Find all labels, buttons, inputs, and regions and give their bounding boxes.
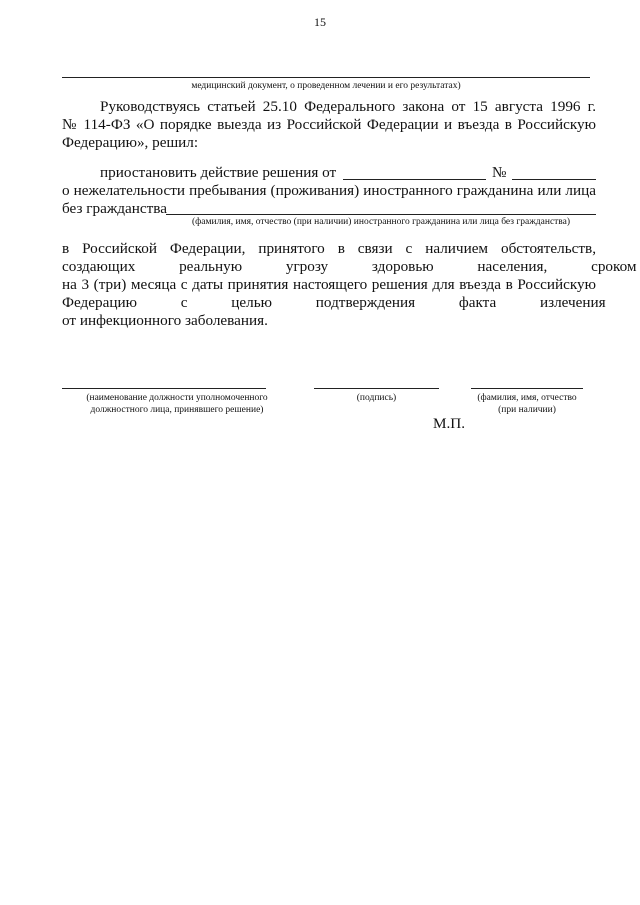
- grounds-line-1: в Российской Федерации, принятого в связи с наличием обстоятельств,: [62, 240, 596, 257]
- position-blank: [62, 388, 266, 389]
- top-rule: [62, 77, 590, 78]
- page-number: 15: [314, 15, 326, 29]
- foreigner-name-blank: [166, 214, 596, 215]
- fullname-blank: [471, 388, 583, 389]
- stateless-label: без гражданства: [62, 200, 167, 217]
- grounds-line-5: от инфекционного заболевания.: [62, 312, 268, 329]
- foreigner-name-caption: (фамилия, имя, отчество (при наличии) иностранного гражданина или лица без гражданства): [191, 217, 571, 227]
- signature-caption: (подпись): [356, 393, 397, 403]
- number-sign: №: [492, 164, 507, 181]
- position-caption-line-2: должностного лица, принявшего решение): [90, 405, 264, 415]
- suspend-text: приостановить действие решения от: [100, 164, 337, 181]
- decision-line-2: о нежелательности пребывания (проживания) иностранного гражданина или лица: [62, 182, 596, 199]
- grounds-line-3: на 3 (три) месяца с даты принятия настоящего решения для въезда в Российскую: [62, 276, 596, 293]
- decision-date-blank: [343, 179, 486, 180]
- preamble-line-2: № 114-ФЗ «О порядке выезда из Российской Федерации и въезда в Российскую: [62, 116, 596, 133]
- stamp-place: М.П.: [433, 415, 466, 432]
- preamble-line-1: Руководствуясь статьей 25.10 Федерального закона от 15 августа 1996 г.: [100, 98, 596, 115]
- grounds-line-2: создающих реальную угрозу здоровью населения, сроком: [62, 258, 637, 275]
- signature-blank: [314, 388, 439, 389]
- preamble-line-3: Федерацию», решил:: [62, 134, 199, 151]
- decision-number-blank: [512, 179, 596, 180]
- top-caption: медицинский документ, о проведенном лечении и его результатах): [191, 81, 461, 91]
- position-caption-line-1: (наименование должности уполномоченного: [86, 393, 268, 403]
- fullname-caption-line-2: (при наличии): [498, 405, 556, 415]
- grounds-line-4: Федерацию с целью подтверждения факта излечения: [62, 294, 606, 311]
- fullname-caption-line-1: (фамилия, имя, отчество: [477, 393, 577, 403]
